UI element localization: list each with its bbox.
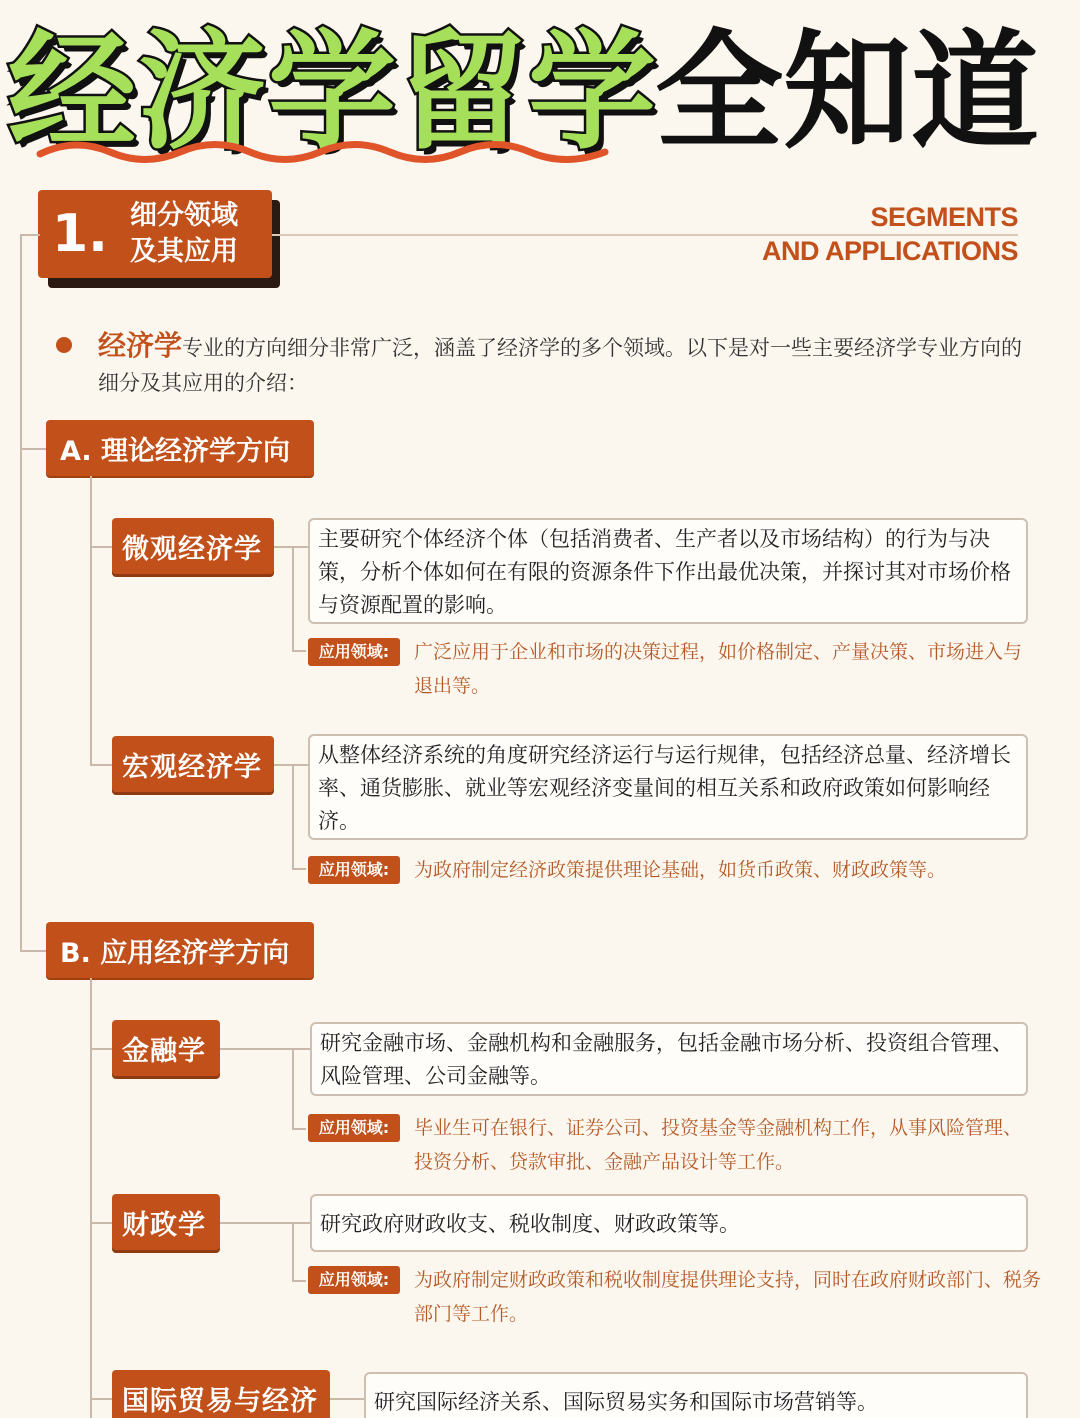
category-theoretical: A. 理论经济学方向 <box>46 420 314 476</box>
intro-paragraph: 经济学专业的方向细分非常广泛，涵盖了经济学的多个领域。以下是对一些主要经济学专业方向的细分及其应用的介绍： <box>98 329 1023 395</box>
desc-micro: 主要研究个体经济个体（包括消费者、生产者以及市场结构）的行为与决策，分析个体如何在有限的资源条件下作出最优决策，并探讨其对市场价格与资源配置的影响。 <box>308 518 1028 624</box>
sub-international-trade: 国际贸易与经济 <box>112 1370 330 1418</box>
app-hook-micro <box>292 546 306 652</box>
app-hook-public-finance <box>292 1222 306 1282</box>
squiggle-underline <box>35 132 615 172</box>
tree-line-finance <box>90 1048 112 1050</box>
app-tag-macro: 应用领域: <box>308 856 400 884</box>
desc-international-trade: 研究国际经济关系、国际贸易实务和国际市场营销等。 <box>364 1372 1028 1418</box>
sub-macro-economics: 宏观经济学 <box>112 736 274 792</box>
app-tag-public-finance: 应用领域: <box>308 1266 400 1294</box>
bullet-dot <box>56 337 72 353</box>
tree-line-public-finance <box>90 1222 112 1224</box>
connector-trade <box>330 1398 366 1400</box>
app-text-finance: 毕业生可在银行、证券公司、投资基金等金融机构工作，从事风险管理、投资分析、贷款审批、金融产品设计等工作。 <box>414 1117 1023 1173</box>
app-tag-finance: 应用领域: <box>308 1114 400 1142</box>
desc-public-finance: 研究政府财政收支、税收制度、财政政策等。 <box>310 1194 1028 1252</box>
main-title-rest: 全知道 <box>655 18 1040 167</box>
sub-public-finance: 财政学 <box>112 1194 220 1250</box>
app-text-micro: 广泛应用于企业和市场的决策过程，如价格制定、产量决策、市场进入与退出等。 <box>414 641 1023 697</box>
tree-line-trade <box>90 1398 112 1400</box>
tree-line-b-branch <box>90 978 92 1418</box>
desc-macro: 从整体经济系统的角度研究经济运行与运行规律，包括经济总量、经济增长率、通货膨胀、就业等宏观经济变量间的相互关系和政府政策如何影响经济。 <box>308 734 1028 840</box>
tree-line-macro <box>90 764 112 766</box>
tree-line-b <box>20 950 48 952</box>
main-title-highlight: 经济学留学 <box>8 18 659 167</box>
app-tag-micro: 应用领域: <box>308 638 400 666</box>
tree-line-main-top <box>20 234 40 236</box>
desc-finance: 研究金融市场、金融机构和金融服务，包括金融市场分析、投资组合管理、风险管理、公司金融等。 <box>310 1022 1028 1096</box>
tree-line-micro <box>90 546 112 548</box>
category-applied: B. 应用经济学方向 <box>46 922 314 978</box>
tree-line-a <box>20 448 48 450</box>
section-title: 细分领域 及其应用 <box>130 200 238 267</box>
app-text-macro: 为政府制定经济政策提供理论基础，如货币政策、财政政策等。 <box>414 859 947 881</box>
tree-line-a-branch <box>90 476 92 766</box>
tree-line-main <box>20 234 22 950</box>
sub-finance: 金融学 <box>112 1020 220 1076</box>
section-number: 1. <box>52 204 108 264</box>
app-text-public-finance: 为政府制定财政政策和税收制度提供理论支持，同时在政府财政部门、税务部门等工作。 <box>414 1269 1042 1325</box>
section-header <box>38 190 272 278</box>
section-english-title: SEGMENTS AND APPLICATIONS <box>761 202 1018 266</box>
sub-micro-economics: 微观经济学 <box>112 518 274 574</box>
app-hook-finance <box>292 1048 306 1130</box>
app-hook-macro <box>292 764 306 870</box>
